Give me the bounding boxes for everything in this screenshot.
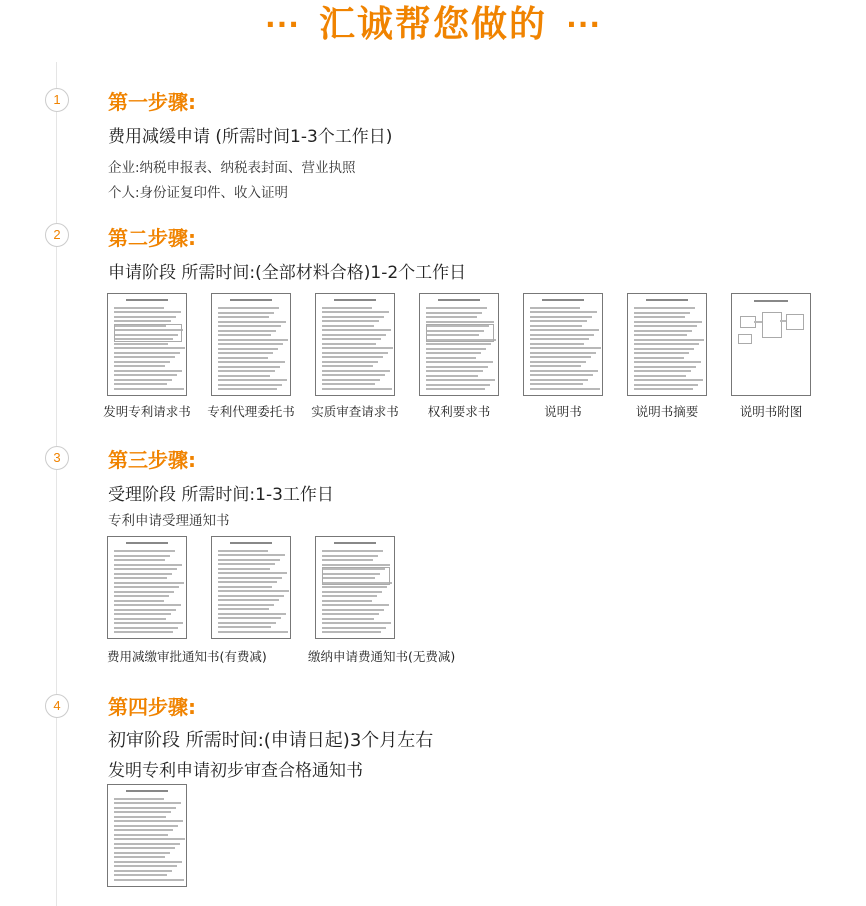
doc-caption-agency-authorization: 专利代理委托书 — [207, 404, 295, 419]
doc-thumb-preliminary-exam-notice[interactable] — [107, 784, 187, 887]
page-texture — [322, 600, 372, 602]
page-texture — [634, 348, 694, 350]
step-1-main: 费用减缓申请 (所需时间1-3个工作日) — [108, 127, 393, 147]
page-texture — [114, 856, 165, 858]
page-texture — [322, 627, 386, 629]
step-4-number: 4 — [45, 694, 69, 718]
page-texture — [322, 370, 390, 372]
page-texture — [426, 357, 476, 359]
page-texture — [322, 316, 384, 318]
page-texture — [126, 299, 168, 301]
page-texture — [530, 343, 584, 345]
page-texture — [218, 577, 282, 579]
page-texture — [322, 334, 386, 336]
page-texture — [114, 388, 184, 390]
doc-caption-claims: 权利要求书 — [427, 404, 491, 419]
doc-caption-exam-request: 实质审查请求书 — [311, 404, 399, 419]
page-texture — [322, 307, 372, 309]
page-texture — [530, 316, 592, 318]
page-texture — [230, 542, 272, 544]
page-texture — [780, 320, 786, 322]
page-texture — [218, 348, 278, 350]
page-texture — [322, 365, 373, 367]
page-texture — [114, 383, 167, 385]
page-texture — [114, 609, 176, 611]
page-texture — [322, 559, 373, 561]
page-texture — [530, 320, 587, 322]
page-texture — [218, 608, 269, 610]
page-texture — [218, 366, 280, 368]
page-texture — [634, 375, 686, 377]
page-texture — [114, 613, 171, 615]
page-texture — [218, 559, 280, 561]
page-texture — [114, 324, 182, 342]
page-texture — [530, 365, 581, 367]
page-texture — [218, 339, 288, 341]
page-texture — [126, 790, 168, 792]
page-texture — [218, 631, 288, 633]
page-texture — [218, 617, 281, 619]
page-texture — [114, 852, 170, 854]
page-texture — [218, 581, 277, 583]
page-texture — [218, 384, 282, 386]
doc-thumb-agency-authorization[interactable] — [211, 293, 291, 396]
page-texture — [426, 307, 487, 309]
page-texture — [322, 343, 376, 345]
header-dots-right: ··· — [566, 8, 602, 41]
page-texture — [218, 595, 284, 597]
page-texture — [114, 311, 181, 313]
page-texture — [114, 595, 169, 597]
step-3-title: 第三步骤: — [108, 448, 196, 472]
page-texture — [438, 299, 480, 301]
page-texture — [218, 343, 283, 345]
page-texture — [322, 564, 390, 566]
step-2-number: 2 — [45, 223, 69, 247]
page-texture — [334, 299, 376, 301]
header-dots-left: ··· — [264, 8, 300, 41]
page-texture — [426, 379, 495, 381]
page-texture — [322, 379, 380, 381]
page-texture — [114, 870, 172, 872]
page-texture — [218, 622, 276, 624]
page-texture — [218, 307, 279, 309]
page-texture — [114, 798, 164, 800]
page-texture — [114, 316, 176, 318]
page-texture — [218, 375, 270, 377]
page-texture — [218, 388, 277, 390]
page-texture — [114, 370, 182, 372]
page-texture — [218, 325, 281, 327]
page-texture — [114, 802, 181, 804]
page-texture — [322, 555, 378, 557]
step-1-number: 1 — [45, 88, 69, 112]
page-texture — [530, 370, 598, 372]
page-texture — [114, 631, 173, 633]
page-texture — [754, 321, 762, 323]
page-texture — [114, 627, 178, 629]
page-texture — [114, 564, 182, 566]
page-texture — [426, 348, 486, 350]
page-texture — [322, 618, 374, 620]
page-texture — [114, 829, 173, 831]
page-texture — [114, 577, 167, 579]
page-texture — [322, 352, 388, 354]
page-texture — [322, 325, 374, 327]
page-texture — [634, 384, 698, 386]
page-texture — [530, 338, 589, 340]
page-texture — [634, 334, 687, 336]
page-title: 汇诚帮您做的 — [318, 4, 547, 45]
page-texture — [114, 861, 182, 863]
page-texture — [218, 586, 272, 588]
page-texture — [322, 320, 379, 322]
doc-thumb-acceptance-notice[interactable] — [107, 536, 187, 639]
page-texture — [322, 595, 377, 597]
page-texture — [634, 352, 689, 354]
page-texture — [114, 591, 174, 593]
page-texture — [114, 573, 172, 575]
page-texture — [230, 299, 272, 301]
page-texture — [218, 357, 268, 359]
page-texture — [218, 361, 285, 363]
page-texture — [426, 370, 483, 372]
page-texture — [218, 312, 274, 314]
page-texture — [762, 312, 782, 338]
page-texture — [218, 379, 287, 381]
page-texture — [322, 613, 379, 615]
page-texture — [114, 307, 164, 309]
page-texture — [646, 299, 688, 301]
page-texture — [530, 311, 597, 313]
page-texture — [322, 356, 383, 358]
page-texture — [322, 388, 392, 390]
page-texture — [322, 604, 389, 606]
doc-thumb-exam-request[interactable] — [315, 293, 395, 396]
page-texture — [114, 874, 167, 876]
page-texture — [634, 357, 684, 359]
page-texture — [114, 811, 171, 813]
page-texture — [114, 834, 168, 836]
page-texture — [426, 324, 494, 342]
page-texture — [114, 865, 177, 867]
page-texture — [114, 879, 184, 881]
page-texture — [322, 374, 385, 376]
page-texture — [114, 843, 180, 845]
page-texture — [530, 374, 593, 376]
page-texture — [322, 609, 384, 611]
step-4-main: 初审阶段 所需时间:(申请日起)3个月左右 — [108, 730, 434, 751]
page-texture — [426, 361, 493, 363]
page-texture — [786, 314, 804, 330]
page-texture — [114, 374, 177, 376]
page-texture — [114, 847, 175, 849]
page-texture — [634, 325, 697, 327]
page-texture — [322, 338, 381, 340]
page-texture — [218, 563, 275, 565]
timeline-line — [56, 62, 57, 906]
page-texture — [114, 343, 168, 345]
page-texture — [634, 339, 704, 341]
page-texture — [530, 334, 594, 336]
page-texture — [634, 361, 701, 363]
page-texture — [322, 550, 383, 552]
page-texture — [322, 329, 391, 331]
page-texture — [322, 347, 393, 349]
page-texture — [322, 622, 391, 624]
step-1-line-company: 企业:纳税申报表、纳税表封面、营业执照 — [108, 160, 356, 176]
page-texture — [530, 325, 582, 327]
page-texture — [634, 307, 695, 309]
page-texture — [426, 384, 490, 386]
page-texture — [426, 343, 491, 345]
page-texture — [530, 307, 580, 309]
page-texture — [218, 334, 271, 336]
page-texture — [634, 379, 703, 381]
doc-thumb-invention-request[interactable] — [107, 293, 187, 396]
step-2-title: 第二步骤: — [108, 226, 196, 250]
page-texture — [530, 356, 591, 358]
page-texture — [426, 316, 477, 318]
page-texture — [322, 383, 375, 385]
doc-thumb-specification[interactable] — [523, 293, 603, 396]
page-texture — [426, 388, 485, 390]
page-texture — [114, 347, 185, 349]
page-texture — [530, 347, 601, 349]
page-texture — [114, 550, 175, 552]
page-texture — [114, 582, 184, 584]
page-texture — [114, 356, 175, 358]
doc-thumb-fee-reduction-notice[interactable] — [211, 536, 291, 639]
page-texture — [218, 554, 285, 556]
page-texture — [114, 586, 179, 588]
page-texture — [754, 300, 788, 302]
page-texture — [114, 361, 170, 363]
step-4-sub: 发明专利申请初步审查合格通知书 — [108, 761, 363, 781]
page-texture — [530, 329, 599, 331]
doc-caption-drawings: 说明书附图 — [739, 404, 803, 419]
page-texture — [218, 568, 270, 570]
page-texture — [218, 572, 287, 574]
page-texture — [530, 388, 600, 390]
page-texture — [114, 816, 166, 818]
page-texture — [426, 375, 478, 377]
step-3-main: 受理阶段 所需时间:1-3工作日 — [108, 485, 334, 505]
page-texture — [322, 361, 378, 363]
doc-caption-specification: 说明书 — [544, 404, 582, 419]
doc-thumb-abstract[interactable] — [627, 293, 707, 396]
page-texture — [218, 590, 289, 592]
page-texture — [542, 299, 584, 301]
page-texture — [218, 550, 268, 552]
page-texture — [114, 320, 171, 322]
page-texture — [322, 311, 389, 313]
page-texture — [218, 599, 279, 601]
page-texture — [634, 388, 693, 390]
page-texture — [114, 600, 164, 602]
page-texture — [634, 366, 696, 368]
page-texture — [114, 365, 165, 367]
page-texture — [530, 352, 596, 354]
page-texture — [126, 542, 168, 544]
page-texture — [218, 352, 273, 354]
page-texture — [634, 316, 685, 318]
doc-caption-invention-request: 发明专利请求书 — [103, 404, 191, 419]
step-1-line-personal: 个人:身份证复印件、收入证明 — [108, 185, 289, 201]
page-texture — [634, 330, 692, 332]
page-texture — [322, 586, 387, 588]
page-texture — [114, 379, 172, 381]
page-texture — [426, 312, 482, 314]
step-4-title: 第四步骤: — [108, 695, 196, 719]
page-texture — [218, 370, 275, 372]
page-texture — [634, 312, 690, 314]
doc-caption-fee-payment: 缴纳申请费通知书(无费减) — [308, 649, 456, 664]
step-3-sub: 专利申请受理通知书 — [108, 513, 230, 529]
doc-caption-fee-reduction: 费用减缴审批通知书(有费减) — [107, 649, 267, 664]
page-texture — [218, 604, 274, 606]
page-texture — [634, 321, 702, 323]
page-texture — [114, 807, 176, 809]
step-1-title: 第一步骤: — [108, 90, 196, 114]
page-texture — [114, 352, 180, 354]
doc-thumb-claims[interactable] — [419, 293, 499, 396]
doc-caption-abstract: 说明书摘要 — [635, 404, 699, 419]
page-texture — [322, 591, 382, 593]
page-texture — [218, 626, 271, 628]
page-texture — [738, 334, 752, 344]
page-texture — [334, 542, 376, 544]
page-texture — [114, 825, 178, 827]
page-texture — [426, 321, 494, 323]
page-texture — [114, 559, 165, 561]
page-texture — [530, 361, 586, 363]
page-header — [0, 0, 866, 50]
doc-thumb-fee-payment-notice[interactable] — [315, 536, 395, 639]
page-texture — [634, 370, 691, 372]
step-3-number: 3 — [45, 446, 69, 470]
page-texture — [218, 321, 286, 323]
page-texture — [114, 820, 183, 822]
page-texture — [114, 618, 166, 620]
step-2-main: 申请阶段 所需时间:(全部材料合格)1-2个工作日 — [108, 263, 467, 283]
page-texture — [114, 838, 185, 840]
page-texture — [114, 622, 183, 624]
page-texture — [218, 330, 276, 332]
page-texture — [426, 366, 488, 368]
doc-thumb-drawings[interactable] — [731, 293, 811, 396]
page-texture — [426, 352, 481, 354]
page-texture — [218, 613, 286, 615]
page-texture — [322, 631, 381, 633]
page-texture — [530, 383, 583, 385]
page-texture — [634, 343, 699, 345]
page-texture — [322, 567, 390, 585]
page-texture — [530, 379, 588, 381]
page-texture — [218, 316, 269, 318]
page-texture — [114, 568, 177, 570]
page-texture — [114, 604, 181, 606]
page-texture — [114, 555, 170, 557]
